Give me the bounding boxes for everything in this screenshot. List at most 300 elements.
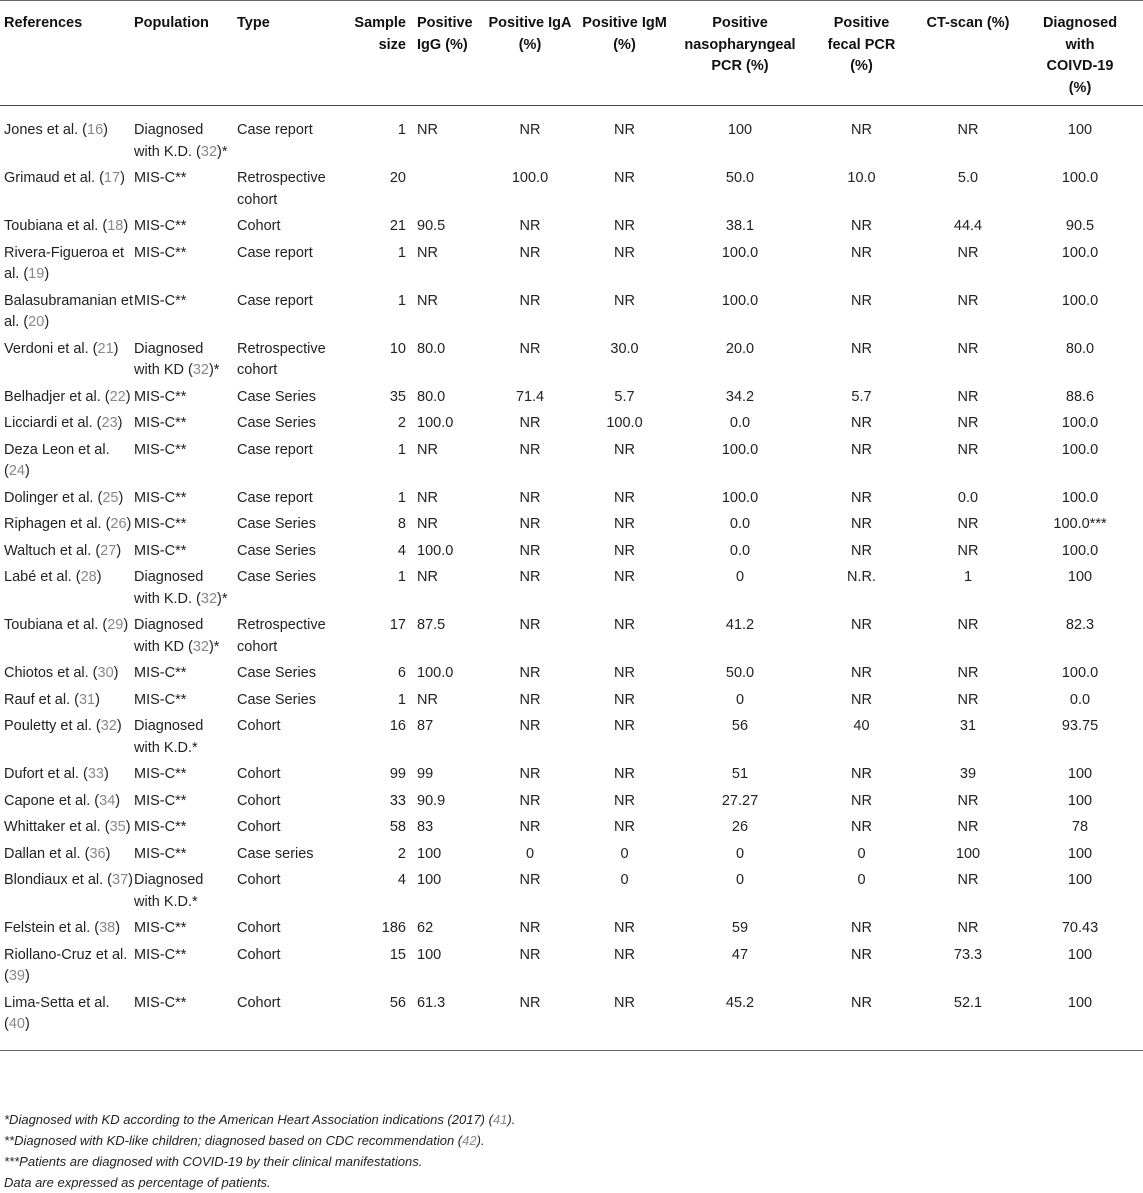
cell-population: MIS-C**	[134, 388, 187, 405]
cell-positive-iga: NR	[519, 946, 541, 963]
cell-diagnosed-covid: 100.0	[1061, 244, 1099, 261]
table-row	[0, 168, 1143, 216]
footnote-clinical-diagnosis: ***Patients are diagnosed with COVID-19 by their clinical manifestations.	[4, 1154, 423, 1169]
cell-reference: Capone et al. (34)	[4, 792, 121, 809]
cell-type: Cohort	[237, 946, 281, 963]
cell-type: Case Series	[237, 569, 316, 585]
cell-fecal-pcr: NR	[851, 516, 872, 532]
cell-ct-scan: 5.0	[957, 170, 979, 186]
citation-link[interactable]: 36	[89, 845, 106, 862]
cell-positive-iga: 0	[525, 845, 535, 862]
cell-positive-iga: NR	[519, 218, 541, 234]
footnote-data-percentage: Data are expressed as percentage of patients.	[4, 1175, 271, 1190]
table-row	[0, 216, 1143, 243]
cell-positive-igg: 80.0	[417, 340, 446, 357]
cell-reference: Dufort et al. (33)	[4, 766, 109, 782]
cell-positive-igm: 5.7	[614, 388, 635, 405]
cell-positive-iga: NR	[519, 691, 541, 708]
cell-diagnosed-covid: 100	[1067, 569, 1093, 585]
cell-reference: Belhadjer et al. (22)	[4, 388, 131, 405]
cell-sample-size: 4	[397, 872, 406, 888]
cell-reference: Toubiana et al. (29)	[4, 617, 129, 633]
cell-ct-scan: 0.0	[957, 489, 979, 506]
cell-population: MIS-C**	[134, 946, 187, 963]
cell-reference: Grimaud et al. (17)	[4, 170, 125, 186]
cell-nasopharyngeal-pcr: 51	[731, 766, 749, 782]
cell-ct-scan: 39	[959, 766, 977, 782]
cell-positive-iga: NR	[519, 920, 541, 936]
cell-reference: Pouletty et al. (32)	[4, 718, 122, 734]
table-row	[0, 690, 1143, 717]
cell-diagnosed-covid: 100	[1067, 994, 1093, 1011]
cell-reference: Chiotos et al. (30)	[4, 665, 119, 681]
cell-population: MIS-C**	[134, 244, 187, 261]
cell-sample-size: 1	[397, 691, 406, 708]
cell-positive-igm: NR	[614, 569, 635, 585]
cell-positive-iga: NR	[519, 994, 541, 1011]
cell-ct-scan: NR	[957, 665, 979, 681]
table-row	[0, 764, 1143, 791]
cell-positive-igg: 100.0	[417, 665, 454, 681]
citation-link[interactable]: 18	[107, 218, 124, 234]
citation-link[interactable]: 20	[28, 314, 45, 330]
cell-nasopharyngeal-pcr: 41.2	[725, 617, 755, 633]
cell-nasopharyngeal-pcr: 34.2	[725, 388, 755, 405]
table-row	[0, 106, 1143, 169]
cell-sample-size: 1	[397, 292, 406, 309]
table-row	[0, 993, 1143, 1051]
cell-positive-igm: NR	[614, 542, 635, 559]
cell-ct-scan: 44.4	[953, 218, 983, 234]
cell-positive-igg: NR	[417, 292, 438, 309]
cell-type: Case series	[237, 845, 314, 862]
cell-type: Retrospective cohort	[237, 170, 326, 208]
cell-positive-igg: NR	[417, 516, 438, 532]
cell-type: Cohort	[237, 819, 281, 835]
citation-link[interactable]: 25	[102, 489, 119, 506]
table-row	[0, 514, 1143, 541]
cell-positive-igm: NR	[614, 665, 635, 681]
cell-type: Cohort	[237, 920, 281, 936]
cell-reference: Blondiaux et al. (37)	[4, 872, 133, 888]
cell-reference: Riphagen et al. (26)	[4, 516, 132, 532]
cell-positive-igm: NR	[614, 218, 635, 234]
cell-positive-igg	[406, 168, 487, 216]
cell-sample-size: 56	[389, 994, 406, 1011]
cell-positive-igg: 99	[417, 766, 434, 782]
cell-positive-iga: NR	[519, 122, 541, 138]
cell-ct-scan: NR	[957, 415, 979, 431]
cell-population: MIS-C**	[134, 845, 187, 862]
cell-positive-igm: 100.0	[606, 415, 643, 431]
cell-type: Cohort	[237, 872, 281, 888]
cell-sample-size: 21	[389, 218, 406, 234]
cell-fecal-pcr: NR	[851, 665, 872, 681]
cell-reference: Licciardi et al. (23)	[4, 415, 123, 431]
cell-sample-size: 1	[397, 122, 406, 138]
header-row	[0, 1, 1143, 106]
cell-fecal-pcr: 40	[853, 718, 870, 734]
cell-fecal-pcr: NR	[851, 819, 872, 835]
cell-nasopharyngeal-pcr: 59	[731, 920, 749, 936]
cell-diagnosed-covid: 88.6	[1065, 388, 1095, 405]
cell-ct-scan: 73.3	[953, 946, 983, 963]
cell-ct-scan: NR	[957, 340, 979, 357]
cell-population: Diagnosed with K.D. (32)*	[134, 569, 228, 607]
cell-positive-igg: 80.0	[417, 388, 446, 405]
cell-type: Case Series	[237, 516, 316, 532]
cell-nasopharyngeal-pcr: 0	[735, 569, 745, 585]
cell-ct-scan: NR	[957, 542, 979, 559]
cell-positive-iga: NR	[519, 441, 541, 458]
cell-reference: Balasubramanian et al. (20)	[4, 292, 133, 330]
cell-reference: Dallan et al. (36)	[4, 845, 111, 862]
cell-type: Retrospective cohort	[237, 617, 326, 655]
citation-link[interactable]: 26	[110, 516, 127, 532]
cell-reference: Lima-Setta et al. (40)	[4, 994, 110, 1032]
citation-link[interactable]: 29	[107, 617, 124, 633]
cell-positive-iga: NR	[519, 617, 541, 633]
cell-positive-iga: NR	[519, 819, 541, 835]
cell-positive-igm: NR	[614, 292, 635, 309]
table-row	[0, 817, 1143, 844]
cell-nasopharyngeal-pcr: 38.1	[725, 218, 755, 234]
cell-diagnosed-covid: 100.0	[1061, 665, 1099, 681]
table-row	[0, 918, 1143, 945]
cell-type: Case report	[237, 244, 313, 261]
cell-positive-iga: NR	[519, 718, 541, 734]
cell-sample-size: 1	[397, 489, 406, 506]
cell-positive-iga: NR	[519, 415, 541, 431]
cell-diagnosed-covid: 100.0	[1061, 170, 1099, 186]
cell-sample-size: 15	[389, 946, 406, 963]
table-row	[0, 387, 1143, 414]
table-row	[0, 488, 1143, 515]
cell-positive-iga: NR	[519, 665, 541, 681]
citation-link[interactable]: 39	[8, 968, 25, 984]
cell-ct-scan: NR	[957, 792, 979, 809]
cell-diagnosed-covid: 80.0	[1065, 340, 1095, 357]
citation-link[interactable]: 24	[8, 463, 25, 479]
cell-fecal-pcr: NR	[851, 218, 872, 234]
cell-type: Case Series	[237, 691, 316, 708]
cell-positive-iga: NR	[519, 569, 541, 585]
table-row	[0, 716, 1143, 764]
cell-type: Case Series	[237, 415, 316, 431]
table-row	[0, 541, 1143, 568]
citation-link[interactable]: 17	[103, 170, 121, 186]
cell-positive-igg: NR	[417, 122, 438, 138]
cell-fecal-pcr: NR	[851, 617, 872, 633]
cell-ct-scan: NR	[957, 244, 979, 261]
cell-fecal-pcr: 5.7	[851, 388, 872, 405]
citation-link[interactable]: 32	[200, 590, 218, 607]
cell-reference: Rauf et al. (31)	[4, 691, 100, 708]
footnote-kd-like-cdc: **Diagnosed with KD-like children; diagnosed based on CDC recommendation (42).	[4, 1133, 485, 1148]
cell-reference: Felstein et al. (38)	[4, 920, 121, 936]
cell-population: MIS-C**	[134, 292, 187, 309]
footnotes	[4, 1109, 515, 1193]
cell-ct-scan: 1	[963, 569, 973, 585]
citation-link[interactable]: 38	[99, 920, 116, 936]
cell-nasopharyngeal-pcr: 100.0	[721, 489, 759, 506]
table-row	[0, 844, 1143, 871]
cell-nasopharyngeal-pcr: 100.0	[721, 244, 759, 261]
cell-population: MIS-C**	[134, 792, 187, 809]
cell-fecal-pcr: NR	[851, 542, 872, 559]
cell-nasopharyngeal-pcr: 100.0	[721, 292, 759, 309]
citation-link[interactable]: 32	[192, 362, 209, 378]
cell-nasopharyngeal-pcr: 0	[735, 691, 745, 708]
table-row	[0, 791, 1143, 818]
cell-reference: Riollano-Cruz et al. (39)	[4, 946, 128, 984]
cell-positive-igg: 100	[417, 845, 442, 862]
citation-link[interactable]: 33	[87, 766, 104, 782]
cell-nasopharyngeal-pcr: 0.0	[729, 516, 751, 532]
cell-reference: Jones et al. (16)	[4, 122, 108, 138]
cell-type: Cohort	[237, 766, 281, 782]
citation-link[interactable]: 27	[100, 542, 117, 559]
cell-diagnosed-covid: 100	[1067, 946, 1093, 963]
cell-positive-igm: 0	[620, 845, 629, 862]
cell-positive-igm: NR	[614, 122, 635, 138]
cell-fecal-pcr: NR	[851, 292, 872, 309]
cell-positive-igg: 100.0	[417, 415, 454, 431]
header-type: Type	[237, 15, 270, 31]
cell-nasopharyngeal-pcr: 0	[735, 872, 745, 888]
cell-sample-size: 2	[397, 415, 406, 431]
cell-ct-scan: NR	[957, 122, 979, 138]
cell-diagnosed-covid: 100	[1067, 845, 1093, 862]
cell-ct-scan: NR	[957, 872, 979, 888]
table-row	[0, 243, 1143, 291]
cell-nasopharyngeal-pcr: 26	[731, 819, 749, 835]
cell-type: Cohort	[237, 994, 281, 1011]
cell-population: MIS-C**	[134, 489, 187, 506]
table-row	[0, 339, 1143, 387]
cell-positive-iga: NR	[519, 292, 541, 309]
cell-positive-igm: NR	[614, 946, 635, 963]
table-row	[0, 291, 1143, 339]
cell-nasopharyngeal-pcr: 0	[735, 845, 745, 862]
cell-positive-igm: NR	[614, 819, 635, 835]
cell-population: MIS-C**	[134, 218, 187, 234]
header-population: Population	[134, 15, 209, 31]
cell-nasopharyngeal-pcr: 100.0	[721, 441, 759, 458]
citation-link[interactable]: 40	[8, 1016, 25, 1032]
citation-link[interactable]: 22	[109, 388, 126, 405]
cell-positive-igm: NR	[614, 920, 635, 936]
cell-fecal-pcr: 0	[857, 872, 866, 888]
cell-sample-size: 6	[397, 665, 406, 681]
cell-nasopharyngeal-pcr: 0.0	[729, 542, 751, 559]
header-ct-scan: CT-scan (%)	[926, 15, 1010, 31]
cell-type: Case report	[237, 489, 313, 506]
cell-ct-scan: NR	[957, 516, 979, 532]
cell-diagnosed-covid: 100.0	[1061, 441, 1099, 458]
cell-positive-igg: 100	[417, 946, 442, 963]
cell-nasopharyngeal-pcr: 27.27	[721, 792, 759, 809]
cell-fecal-pcr: NR	[851, 691, 872, 708]
cell-population: MIS-C**	[134, 994, 187, 1011]
cell-type: Case Series	[237, 388, 316, 405]
cell-nasopharyngeal-pcr: 47	[731, 946, 749, 963]
cell-diagnosed-covid: 100	[1067, 792, 1093, 809]
header-positive-igg: Positive IgG (%)	[417, 15, 473, 53]
citation-link[interactable]: 31	[78, 691, 96, 708]
cell-diagnosed-covid: 0.0	[1069, 691, 1091, 708]
table-row	[0, 870, 1143, 918]
header-references: References	[4, 15, 83, 31]
cell-sample-size: 58	[389, 819, 406, 835]
cell-population: Diagnosed with KD (32)*	[134, 617, 220, 655]
cell-sample-size: 1	[397, 244, 406, 261]
citation-link[interactable]: 32	[100, 718, 117, 734]
cell-positive-igg: NR	[417, 441, 438, 458]
cell-positive-igg: 100.0	[417, 542, 454, 559]
cell-sample-size: 1	[397, 441, 406, 458]
cell-positive-igm: NR	[614, 170, 635, 186]
cell-positive-iga: 71.4	[515, 388, 545, 405]
cell-type: Case Series	[237, 665, 316, 681]
citation-link[interactable]: 30	[97, 665, 114, 681]
cell-positive-igm: NR	[614, 244, 635, 261]
cell-positive-igg: 62	[417, 920, 434, 936]
cell-nasopharyngeal-pcr: 0.0	[729, 415, 751, 431]
citation-link[interactable]: 16	[87, 122, 104, 138]
cell-positive-igg: 61.3	[417, 994, 446, 1011]
citation-link[interactable]: 21	[97, 340, 114, 357]
cell-population: MIS-C**	[134, 691, 187, 708]
cell-positive-igm: NR	[614, 766, 635, 782]
cell-diagnosed-covid: 100	[1067, 872, 1093, 888]
cell-diagnosed-covid: 78	[1071, 819, 1089, 835]
citation-link[interactable]: 35	[109, 819, 126, 835]
cell-sample-size: 33	[389, 792, 406, 809]
citation-link[interactable]: 32	[200, 143, 218, 160]
header-positive-iga: Positive IgA (%)	[488, 15, 572, 53]
cell-ct-scan: NR	[957, 617, 979, 633]
cell-sample-size: 8	[397, 516, 406, 532]
cell-population: Diagnosed with K.D.*	[134, 872, 204, 910]
cell-diagnosed-covid: 100.0	[1061, 489, 1099, 506]
table-row	[0, 945, 1143, 993]
cell-ct-scan: NR	[957, 292, 979, 309]
cell-positive-igg: 83	[417, 819, 434, 835]
citation-link[interactable]: 28	[80, 569, 97, 585]
cell-sample-size: 17	[389, 617, 406, 633]
cell-ct-scan: 52.1	[953, 994, 983, 1011]
cell-population: MIS-C**	[134, 819, 187, 835]
cell-positive-iga: NR	[519, 244, 541, 261]
cell-sample-size: 20	[389, 170, 406, 186]
cell-positive-igg: NR	[417, 691, 438, 708]
cell-population: MIS-C**	[134, 766, 187, 782]
cell-sample-size: 4	[397, 542, 406, 559]
cell-reference: Dolinger et al. (25)	[4, 489, 124, 506]
cell-nasopharyngeal-pcr: 56	[731, 718, 749, 734]
cell-population: MIS-C**	[134, 542, 187, 559]
cell-positive-igg: 100	[417, 872, 442, 888]
cell-type: Cohort	[237, 792, 281, 809]
header-diagnosed-covid: Diagnosed with COIVD-19 (%)	[1042, 15, 1118, 96]
cell-population: Diagnosed with K.D. (32)*	[134, 122, 228, 160]
cell-population: MIS-C**	[134, 415, 187, 431]
cell-positive-igm: NR	[614, 792, 635, 809]
cell-type: Retrospective cohort	[237, 340, 326, 378]
cell-population: Diagnosed with K.D.*	[134, 718, 204, 756]
cell-diagnosed-covid: 100.0	[1061, 415, 1099, 431]
cell-sample-size: 16	[389, 718, 406, 734]
cell-positive-igg: NR	[417, 489, 438, 506]
cell-positive-igm: 30.0	[610, 340, 639, 357]
cell-reference: Toubiana et al. (18)	[4, 218, 129, 234]
cell-ct-scan: 31	[959, 718, 977, 734]
cell-nasopharyngeal-pcr: 45.2	[725, 994, 755, 1011]
cell-reference: Rivera-Figueroa et al. (19)	[4, 244, 125, 282]
cell-fecal-pcr: NR	[851, 792, 872, 809]
citation-link[interactable]: 32	[192, 638, 209, 655]
cell-fecal-pcr: NR	[851, 994, 872, 1011]
cell-positive-iga: NR	[519, 766, 541, 782]
citation-link[interactable]: 34	[99, 792, 116, 809]
cell-positive-iga: NR	[519, 340, 541, 357]
cell-fecal-pcr: NR	[851, 122, 872, 138]
cell-sample-size: 186	[381, 920, 406, 936]
cell-ct-scan: NR	[957, 388, 979, 405]
cell-diagnosed-covid: 100	[1067, 122, 1093, 138]
cell-fecal-pcr: 0	[857, 845, 866, 862]
cell-type: Cohort	[237, 218, 281, 234]
cell-sample-size: 35	[389, 388, 406, 405]
cell-positive-igm: NR	[614, 718, 635, 734]
cell-positive-igm: 0	[620, 872, 629, 888]
cell-population: MIS-C**	[134, 665, 187, 681]
cell-sample-size: 99	[389, 766, 406, 782]
citation-link[interactable]: 19	[28, 266, 45, 282]
cell-ct-scan: 100	[955, 845, 981, 862]
citation-link[interactable]: 37	[112, 872, 129, 888]
cell-positive-iga: NR	[519, 542, 541, 559]
cell-positive-iga: NR	[519, 872, 541, 888]
cell-type: Case Series	[237, 542, 316, 559]
cell-type: Case report	[237, 292, 313, 309]
cell-positive-igm: NR	[614, 441, 635, 458]
cell-diagnosed-covid: 93.75	[1061, 718, 1099, 734]
cell-positive-igg: 90.9	[417, 792, 446, 809]
cell-positive-igm: NR	[614, 516, 635, 532]
cell-ct-scan: NR	[957, 691, 979, 708]
table-row	[0, 413, 1143, 440]
cell-fecal-pcr: NR	[851, 920, 872, 936]
cell-reference: Deza Leon et al. (24)	[4, 441, 110, 479]
cell-diagnosed-covid: 82.3	[1065, 617, 1095, 633]
cell-fecal-pcr: N.R.	[847, 569, 876, 585]
table-row	[0, 440, 1143, 488]
cell-fecal-pcr: NR	[851, 340, 872, 357]
cell-diagnosed-covid: 100	[1067, 766, 1093, 782]
header-fecal-pcr: Positive fecal PCR (%)	[827, 15, 896, 74]
cell-sample-size: 2	[397, 845, 406, 862]
citation-link[interactable]: 23	[101, 415, 118, 431]
cell-reference: Whittaker et al. (35)	[4, 819, 131, 835]
cell-nasopharyngeal-pcr: 100	[727, 122, 753, 138]
cell-positive-iga: NR	[519, 792, 541, 809]
cell-diagnosed-covid: 70.43	[1061, 920, 1099, 936]
cell-fecal-pcr: 10.0	[847, 170, 876, 186]
cell-positive-iga: NR	[519, 516, 541, 532]
cell-population: Diagnosed with KD (32)*	[134, 340, 220, 378]
